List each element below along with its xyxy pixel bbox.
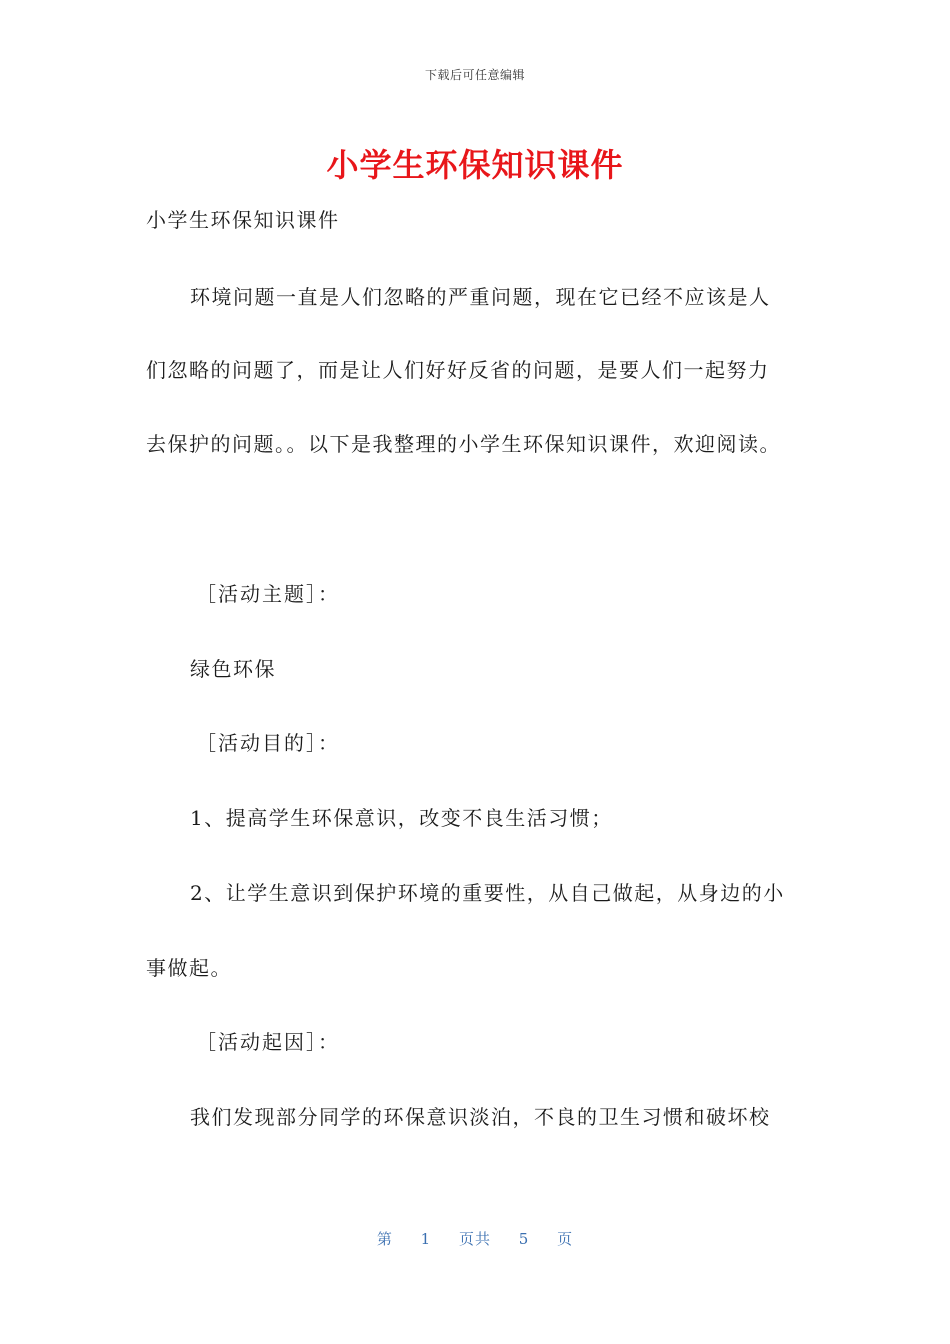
cause-text: 我们发现部分同学的环保意识淡泊，不良的卫生习惯和破坏校: [190, 1105, 771, 1129]
theme-text: 绿色环保: [190, 657, 276, 681]
page-footer: [0, 1228, 950, 1249]
footer-middle: 页共: [458, 1230, 491, 1248]
document-title: 小学生环保知识课件: [326, 146, 624, 184]
purpose-item-2-line-1: 2、让学生意识到保护环境的重要性，从自己做起，从身边的小: [190, 881, 785, 905]
cause-heading: ［活动起因］：: [196, 1030, 340, 1054]
purpose-heading: ［活动目的］：: [196, 731, 340, 755]
footer-suffix: 页: [557, 1230, 574, 1248]
intro-line-3: 去保护的问题。。以下是我整理的小学生环保知识课件，欢迎阅读。: [146, 432, 781, 456]
footer-current-page: 1: [420, 1230, 432, 1248]
purpose-item-2-line-2: 事做起。: [146, 956, 232, 980]
header-note: 下载后可任意编辑: [424, 68, 525, 82]
theme-heading: ［活动主题］：: [196, 582, 340, 606]
intro-line-1: 环境问题一直是人们忽略的严重问题，现在它已经不应该是人: [190, 285, 771, 309]
intro-line-2: 们忽略的问题了，而是让人们好好反省的问题，是要人们一起努力: [146, 358, 770, 382]
footer-prefix: 第: [376, 1230, 393, 1248]
subtitle-line: 小学生环保知识课件: [146, 208, 340, 232]
purpose-item-1: 1、提高学生环保意识，改变不良生活习惯；: [190, 806, 613, 830]
footer-total-pages: 5: [518, 1230, 530, 1248]
